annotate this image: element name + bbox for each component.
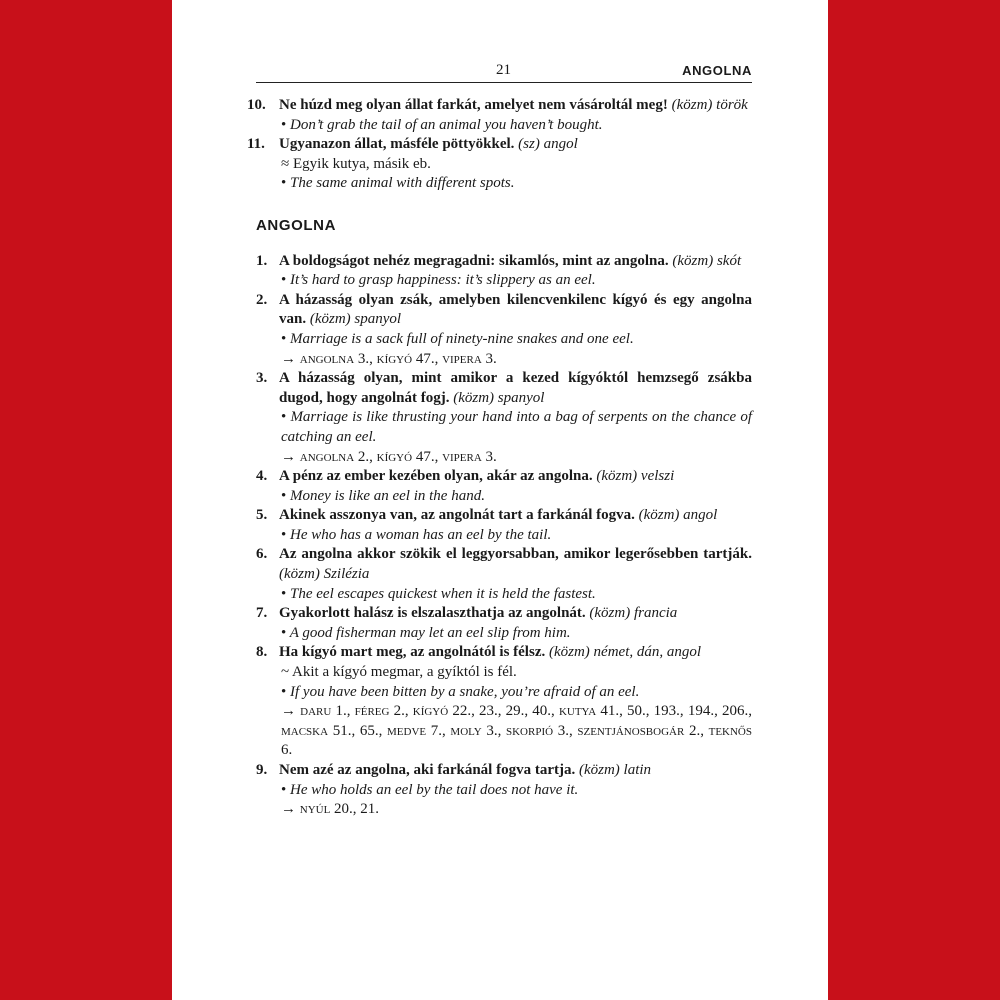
proverb-text: Nem azé az angolna, aki farkánál fogva tartja.	[279, 762, 576, 778]
proverb-text: Ha kígyó mart meg, az angolnától is félsz.	[279, 644, 546, 661]
proverb-entry	[256, 369, 752, 467]
proverb-entry	[247, 135, 752, 194]
proverb-source: (közm) spanyol	[309, 311, 402, 328]
proverb-text: A pénz az ember kezében olyan, akár az angolna.	[279, 468, 593, 485]
proverb-entry	[256, 761, 752, 820]
entry-number: 4.	[256, 468, 268, 485]
page-number: 21	[496, 62, 511, 78]
page-header	[256, 60, 752, 83]
proverb-translation: • Money is like an eel in the hand.	[281, 487, 485, 504]
proverb-translation: • If you have been bitten by a snake, you’re afraid of an eel.	[281, 683, 640, 700]
proverb-source: (közm) francia	[589, 605, 678, 622]
entry-number: 3.	[256, 370, 268, 387]
proverb-entry	[256, 506, 752, 545]
proverb-translation: • A good fisherman may let an eel slip from him.	[281, 624, 571, 641]
proverb-source: (közm) latin	[578, 762, 652, 778]
proverb-text: Ugyanazon állat, másféle pöttyökkel.	[279, 136, 515, 153]
section-heading: ANGOLNA	[256, 216, 337, 234]
proverb-translation: • Marriage is like thrusting your hand into a bag of serpents on the chance of catching an eel.	[281, 409, 752, 445]
proverb-entry	[256, 604, 752, 643]
proverb-source: (közm) spanyol	[453, 389, 545, 406]
entry-number: 11.	[247, 136, 265, 153]
proverb-translation: • It’s hard to grasp happiness: it’s slippery as an eel.	[281, 272, 596, 289]
proverb-source: (közm) török	[671, 97, 748, 113]
proverb-source: (közm) német, dán, angol	[548, 644, 702, 661]
proverb-variant: ~ Akit a kígyó megmar, a gyíktól is fél.	[281, 664, 517, 681]
proverb-text: Akinek asszonya van, az angolnát tart a farkánál fogva.	[279, 507, 635, 524]
book-page	[172, 0, 828, 1000]
page-content	[247, 96, 752, 820]
entry-number: 10.	[247, 97, 266, 113]
proverb-text: Az angolna akkor szökik el leggyorsabban, amikor legerősebben tartják.	[279, 546, 752, 563]
cross-reference: → angolna 2., kígyó 47., vipera 3.	[281, 448, 497, 465]
proverb-text: Ne húzd meg olyan állat farkát, amelyet nem vásároltál meg!	[279, 97, 668, 113]
proverb-translation: • He who has a woman has an eel by the tail.	[281, 526, 552, 543]
proverb-source: (sz) angol	[518, 136, 578, 153]
cross-reference: → nyúl 20., 21.	[281, 801, 380, 818]
proverb-source: (közm) Szilézia	[279, 566, 370, 583]
proverb-translation: • The eel escapes quickest when it is held the fastest.	[281, 585, 596, 602]
proverb-entry	[247, 96, 752, 135]
entry-number: 5.	[256, 507, 268, 524]
proverb-text: A házasság olyan zsák, amelyben kilencvenkilenc kígyó és egy angolna van.	[279, 291, 752, 328]
proverb-source: (közm) angol	[638, 507, 718, 524]
entry-number: 7.	[256, 605, 268, 622]
proverb-translation: • Don’t grab the tail of an animal you haven’t bought.	[281, 116, 603, 133]
proverb-translation: • He who holds an eel by the tail does not have it.	[281, 781, 579, 798]
proverb-source: (közm) velszi	[596, 468, 675, 485]
entry-number: 6.	[256, 546, 268, 563]
proverb-translation: • Marriage is a sack full of ninety-nine snakes and one eel.	[281, 330, 634, 347]
entry-number: 1.	[256, 252, 268, 269]
proverb-variant: ≈ Egyik kutya, másik eb.	[281, 155, 431, 172]
cross-reference: → daru 1., féreg 2., kígyó 22., 23., 29., 40., kutya 41., 50., 193., 194., 206., macska 51., 65., medve 7., moly 3., skorpió 3., szentjánosbogár 2., teknős 6.	[281, 703, 752, 759]
proverb-entry	[256, 545, 752, 604]
proverb-text: A boldogságot nehéz megragadni: sikamlós, mint az angolna.	[279, 252, 669, 269]
proverb-translation: • The same animal with different spots.	[281, 175, 515, 192]
entry-number: 2.	[256, 291, 268, 308]
proverb-source: (közm) skót	[672, 252, 742, 269]
entry-number: 8.	[256, 644, 268, 661]
entry-number: 9.	[256, 762, 268, 778]
running-head: ANGOLNA	[682, 63, 752, 78]
proverb-entry	[256, 467, 752, 506]
proverb-entry	[256, 291, 752, 369]
proverb-text: Gyakorlott halász is elszalaszthatja az angolnát.	[279, 605, 586, 622]
proverb-entry	[256, 252, 752, 291]
proverb-entry	[256, 643, 752, 761]
proverb-text: A házasság olyan, mint amikor a kezed kígyóktól hemzsegő zsákba dugod, hogy angolnát fogj.	[279, 370, 752, 406]
cross-reference: → angolna 3., kígyó 47., vipera 3.	[281, 350, 497, 367]
